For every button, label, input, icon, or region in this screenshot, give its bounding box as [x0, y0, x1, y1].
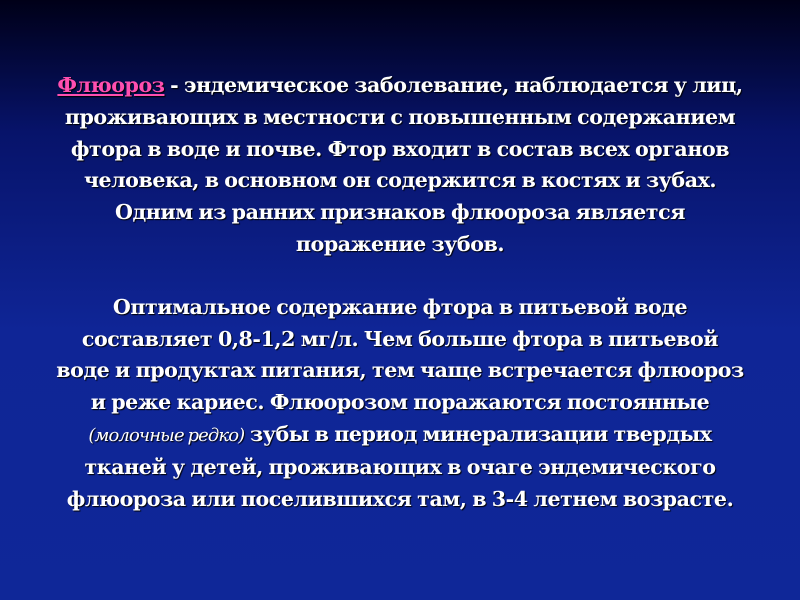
- fluoride-text-start: Оптимальное содержание фтора в питьевой воде составляет 0,8-1,2 мг/л. Чем больше фтора в питьевой воде и продуктах питания, тем чаще встречается флюороз и реже кариес. Флюорозом поражаются постоянные: [56, 294, 744, 415]
- paragraph-fluorosis-definition: [55, 70, 745, 261]
- slide-body: [55, 70, 745, 515]
- fluoride-text-end: зубы в период минерализации твердых тканей у детей, проживающих в очаге эндемического флюороза или поселившихся там, в 3-4 летнем возрасте.: [66, 421, 734, 511]
- fluorosis-link[interactable]: Флюороз: [57, 73, 165, 97]
- milk-teeth-note: (молочные редко): [88, 424, 245, 446]
- paragraph-fluoride-content: [55, 292, 745, 516]
- paragraph-spacer: [55, 261, 745, 292]
- definition-text: - эндемическое заболевание, наблюдается у лиц, проживающих в местности с повышенным содержанием фтора в воде и почве. Фтор входит в состав всех органов человека, в основном он содержится в костях и зубах. Одним из ранних признаков флюороза является поражение зубов.: [64, 73, 743, 256]
